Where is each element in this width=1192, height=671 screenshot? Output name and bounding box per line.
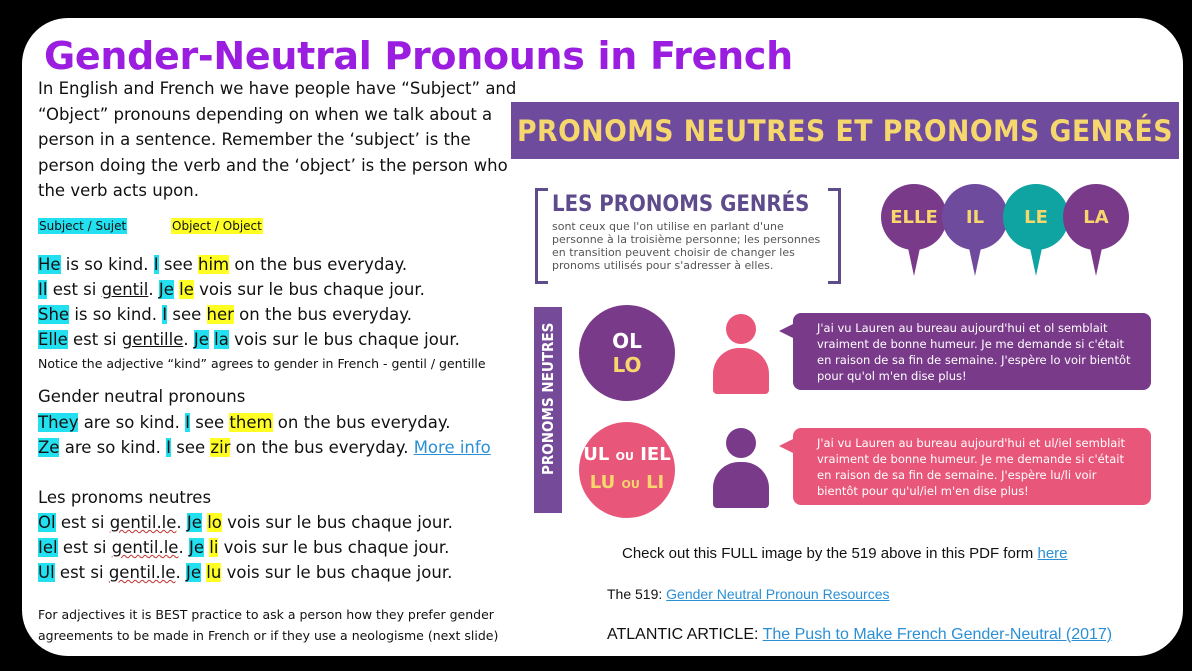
example-he: He is so kind. I see him on the bus everyday. [38, 255, 408, 274]
infographic-banner: PRONOMS NEUTRES ET PRONOMS GENRÉS [511, 102, 1179, 159]
example-ze: Ze are so kind. I see zir on the bus everyday. More info [38, 438, 491, 457]
neutres-label: PRONOMS NEUTRES [539, 322, 557, 475]
neutres-heading: Les pronoms neutres [38, 488, 212, 507]
example-iel: Iel est si gentil.le. Je li vois sur le bus chaque jour. [38, 538, 450, 557]
ol-lo-circle: OL LO [579, 305, 675, 401]
example-she: She is so kind. I see her on the bus everyday. [38, 305, 412, 324]
example-ul: Ul est si gentil.le. Je lu vois sur le bus chaque jour. [38, 563, 453, 582]
genres-title: LES PRONOMS GENRÉS [552, 192, 810, 217]
intro-paragraph: In English and French we have people have “Subject” and “Object” pronouns depending on when we talk about a person in a sentence. Remember the ‘subject’ is the person doing the verb and the ‘object’ is the person who the verb acts upon. [38, 79, 517, 200]
person-body-pink [713, 348, 769, 394]
check-out-line: Check out this FULL image by the 519 above in this PDF form here [622, 545, 1068, 562]
left-bracket [535, 188, 548, 284]
example-elle: Elle est si gentille. Je la vois sur le bus chaque jour. [38, 330, 460, 349]
bubble-tail-elle [908, 248, 920, 276]
message-ol: J'ai vu Lauren au bureau aujourd'hui et ol semblait vraiment de bonne humeur. Je me demande si c'était en raison de sa fin de semaine. J'espère lo voir bientôt pour qu'ol m'en dise plus! [793, 313, 1151, 390]
adjectives-note-2: agreements to be made in French or if they use a neologisme (next slide) [38, 628, 499, 643]
genres-description: sont ceux que l'on utilise en parlant d'une personne à la troisième personne; les personnes en transition peuvent choisir de changer les pronoms utilisés pour s'adresser à elles. [552, 220, 821, 272]
person-head-pink [726, 314, 756, 344]
page-title: Gender-Neutral Pronouns in French [44, 34, 793, 78]
neutral-heading: Gender neutral pronouns [38, 387, 246, 406]
bubble-il: IL [942, 184, 1008, 250]
adjectives-note-1: For adjectives it is BEST practice to ask a person how they prefer gender [38, 607, 494, 622]
example-il: Il est si gentil. Je le vois sur le bus chaque jour. [38, 280, 425, 299]
adjective-note: Notice the adjective “kind” agrees to gender in French - gentil / gentille [38, 356, 486, 371]
resources-link[interactable]: Gender Neutral Pronoun Resources [666, 586, 890, 602]
atlantic-line: ATLANTIC ARTICLE: The Push to Make French Gender-Neutral (2017) [607, 626, 1113, 643]
the519-line: The 519: Gender Neutral Pronoun Resources [607, 586, 890, 602]
person-body-purple [713, 462, 769, 508]
person-head-purple [726, 428, 756, 458]
slide [22, 18, 1183, 656]
ul-iel-circle: UL OU IEL LU OU LI [579, 422, 675, 518]
example-they: They are so kind. I see them on the bus everyday. [38, 413, 451, 432]
bubble-tail-la [1090, 248, 1102, 276]
subject-legend: Subject / Sujet [39, 219, 127, 233]
here-link[interactable]: here [1037, 545, 1068, 562]
article-link[interactable]: The Push to Make French Gender-Neutral (2017) [762, 626, 1113, 643]
message-ul: J'ai vu Lauren au bureau aujourd'hui et ul/iel semblait vraiment de bonne humeur. Je me demande si c'était en raison de sa fin de semaine. J'espère lu/li voir bientôt pour qu'ul/iel m'en dise plus! [793, 428, 1151, 505]
bubble-elle: ELLE [881, 184, 947, 250]
bubble-tail-il [969, 248, 981, 276]
object-legend: Object / Object [172, 219, 262, 233]
bubble-la: LA [1063, 184, 1129, 250]
bubble-le: LE [1003, 184, 1069, 250]
bubble-tail-le [1030, 248, 1042, 276]
more-info-link[interactable]: More info [413, 438, 491, 457]
example-ol: Ol est si gentil.le. Je lo vois sur le bus chaque jour. [38, 513, 453, 532]
